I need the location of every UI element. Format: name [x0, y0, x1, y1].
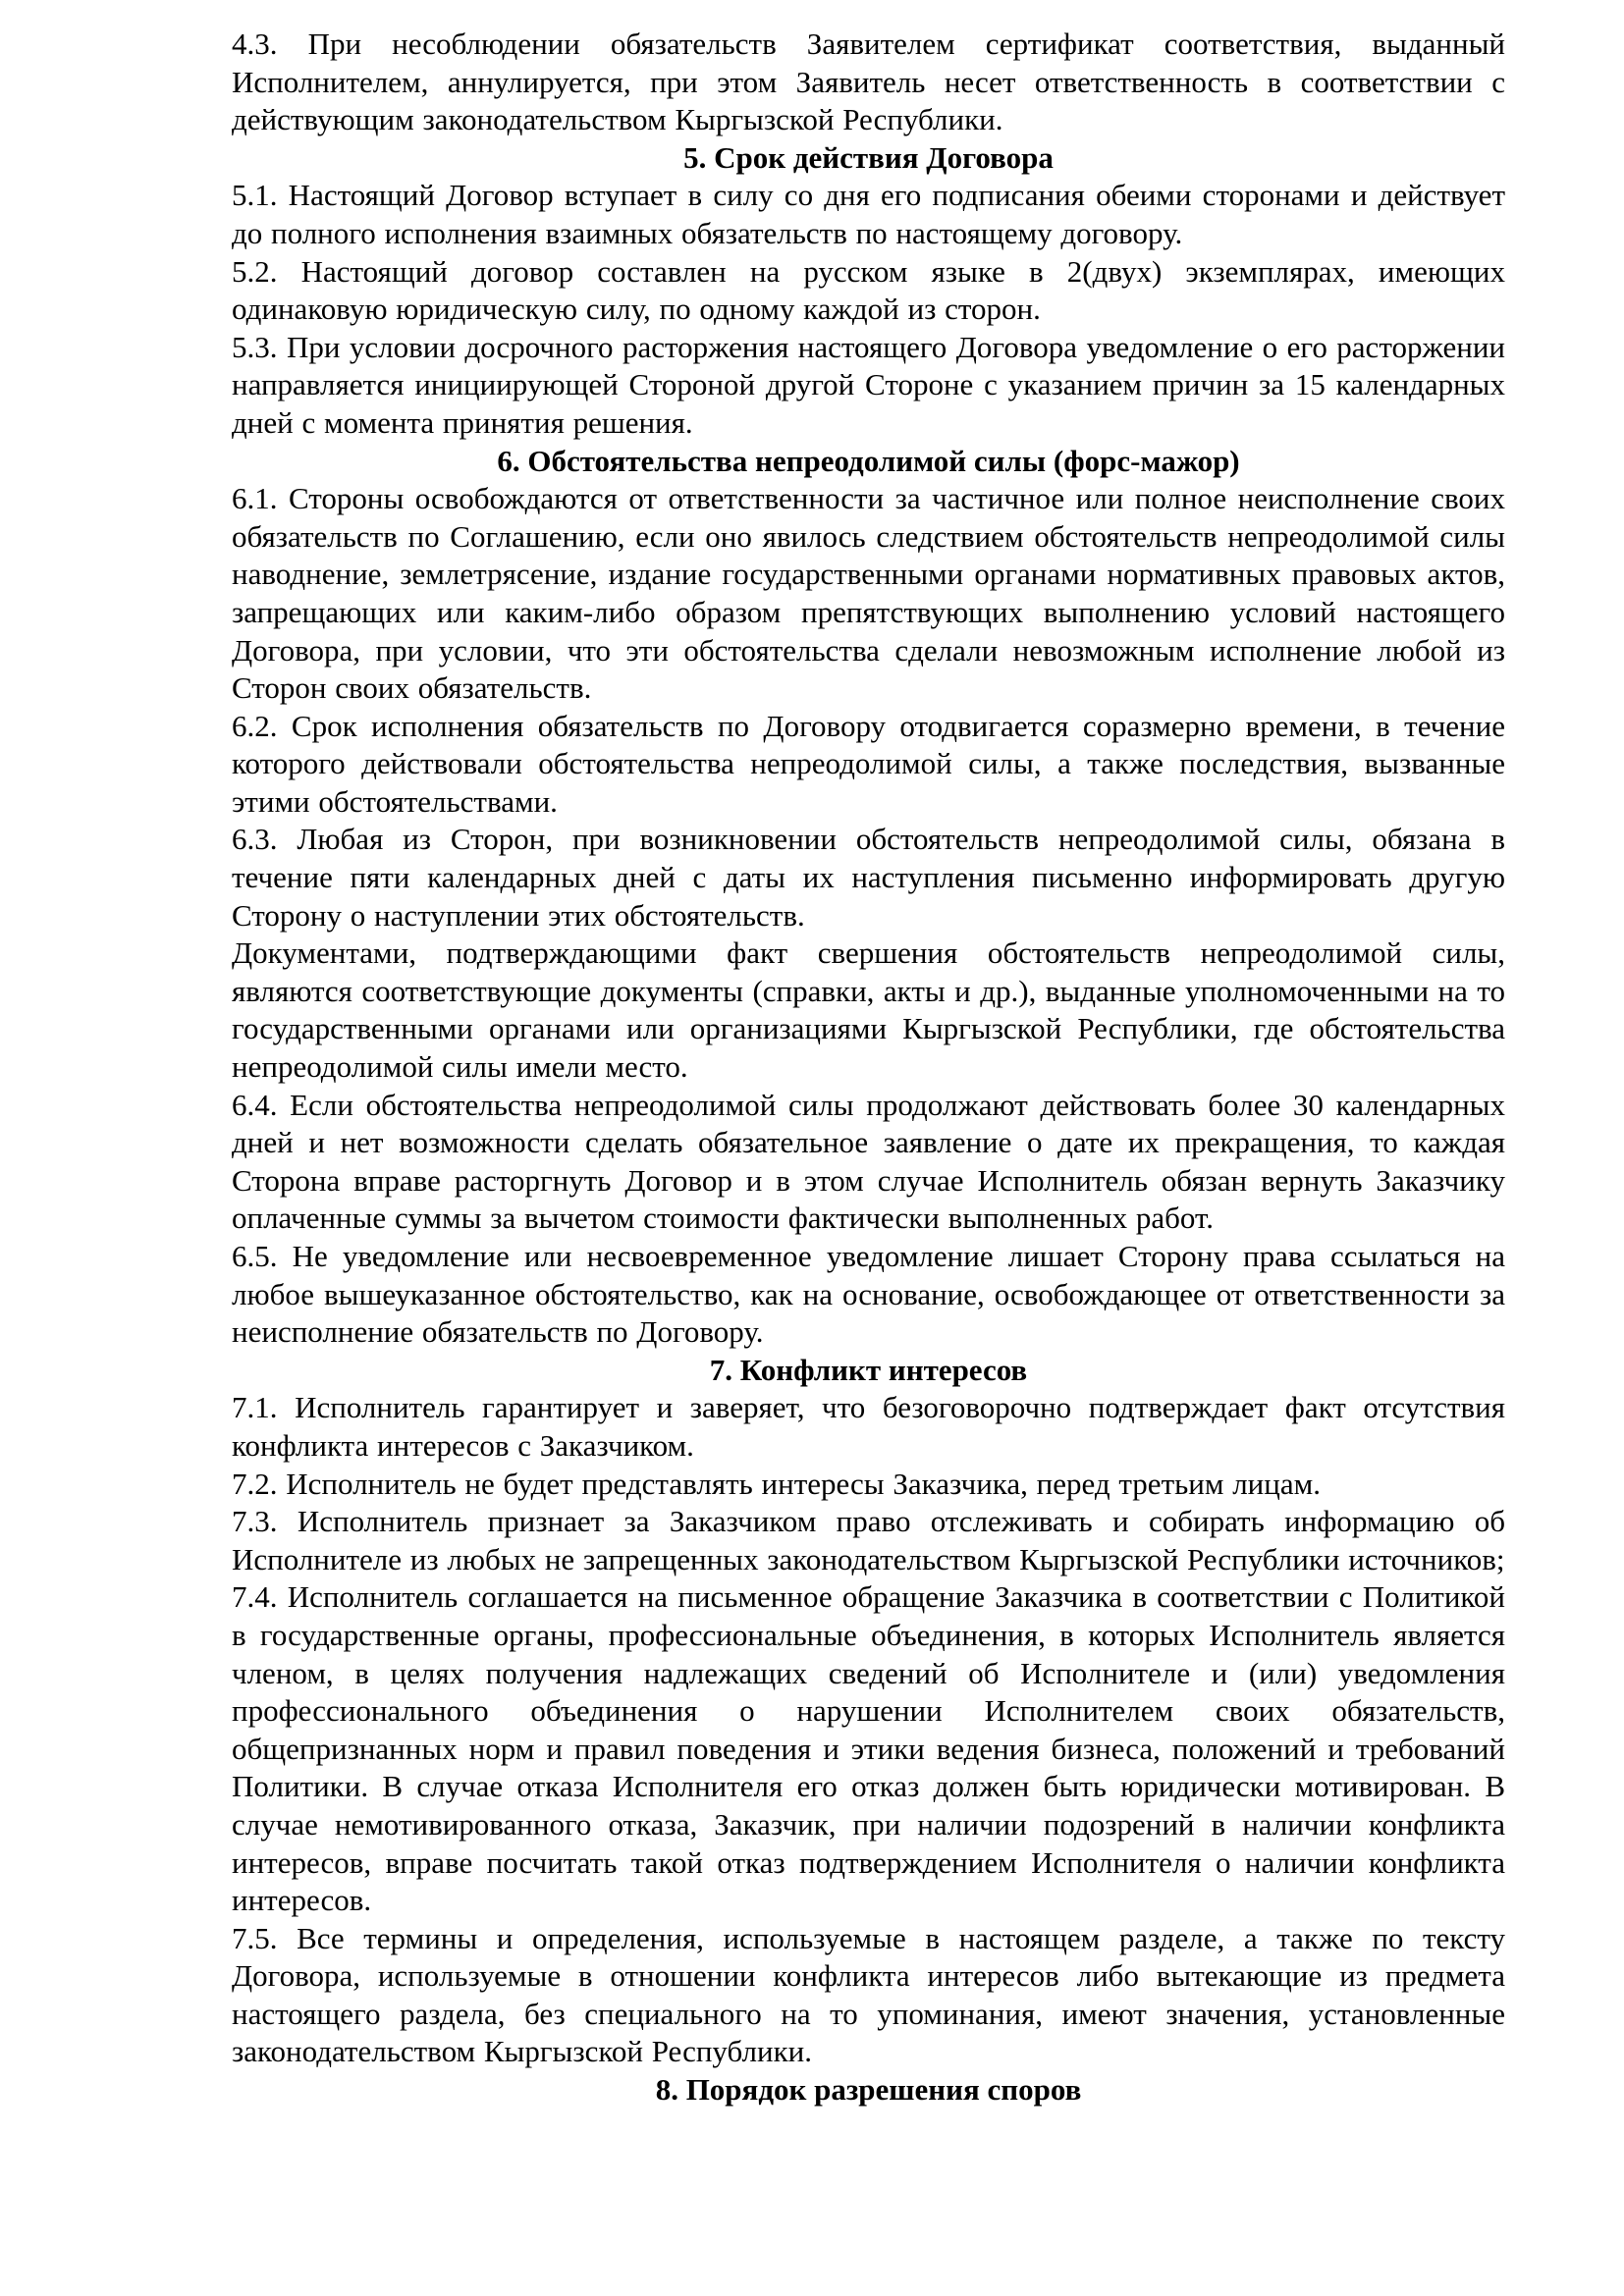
clause-6-3: 6.3. Любая из Сторон, при возникновении обстоятельств непреодолимой силы, обязана в течение пяти календарных дней с даты их наступления письменно информировать другую Сторону о наступлении этих обстоятельств. — [232, 822, 1505, 933]
clause-7-5: 7.5. Все термины и определения, используемые в настоящем разделе, а также по тексту Договора, используемые в отношении конфликта интересов либо вытекающие из предмета настоящего раздела, без специального на то упоминания, имеют значения, установленные законодательством Кыргызской Республики. — [232, 1920, 1505, 2069]
clause-7-1: 7.1. Исполнитель гарантирует и заверяет, что безоговорочно подтверждает факт отсутствия конфликта интересов с Заказчиком. — [232, 1390, 1505, 1463]
section-8-heading: 8. Порядок разрешения споров — [655, 2072, 1082, 2108]
section-7-heading: 7. Конфликт интересов — [709, 1352, 1028, 1387]
clause-7-3: 7.3. Исполнитель признает за Заказчиком право отслеживать и собирать информацию об Исполнителе из любых не запрещенных законодательством Кыргызской Республики источников; — [232, 1504, 1505, 1576]
section-5-heading: 5. Срок действия Договора — [683, 139, 1054, 175]
clause-5-3: 5.3. При условии досрочного расторжения настоящего Договора уведомление о его расторжении направляется инициирующей Стороной другой Стороне с указанием причин за 15 календарных дней с момента принятия решения. — [232, 329, 1505, 440]
clause-6-4: 6.4. Если обстоятельства непреодолимой силы продолжают действовать более 30 календарных дней и нет возможности сделать обязательное заявление о дате их прекращения, то каждая Сторона вправе расторгнуть Договор и в этом случае Исполнитель обязан вернуть Заказчику оплаченные суммы за вычетом стоимости фактически выполненных работ. — [232, 1087, 1505, 1236]
clause-6-2: 6.2. Срок исполнения обязательств по Договору отодвигается соразмерно времени, в течение которого действовали обстоятельства непреодолимой силы, а также последствия, вызванные этими обстоятельствами. — [232, 708, 1505, 819]
clause-6-5: 6.5. Не уведомление или несвоевременное уведомление лишает Сторону права ссылаться на любое вышеуказанное обстоятельство, как на основание, освобождающее от ответственности за неисполнение обязательств по Договору. — [232, 1239, 1505, 1350]
clause-5-1: 5.1. Настоящий Договор вступает в силу со дня его подписания обеими сторонами и действует до полного исполнения взаимных обязательств по настоящему договору. — [232, 178, 1505, 250]
clause-6-3-documents: Документами, подтверждающими факт свершения обстоятельств непреодолимой силы, являются соответствующие документы (справки, акты и др.), выданные уполномоченными на то государственными органами или организациями Кыргызской Республики, где обстоятельства непреодолимой силы имели место. — [232, 935, 1505, 1085]
clause-7-4: 7.4. Исполнитель соглашается на письменное обращение Заказчика в соответствии с Политикой в государственные органы, профессиональные объединения, в которых Исполнитель является членом, в целях получения надлежащих сведений об Исполнителе и (или) уведомления профессионального объединения о нарушении Исполнителем своих обязательств, общепризнанных норм и правил поведения и этики ведения бизнеса, положений и требований Политики. В случае отказа Исполнителя его отказ должен быть юридически мотивирован. В случае немотивированного отказа, Заказчик, при наличии подозрений в наличии конфликта интересов, вправе посчитать такой отказ подтверждением Исполнителя о наличии конфликта интересов. — [232, 1579, 1505, 1918]
clause-5-2: 5.2. Настоящий договор составлен на русском языке в 2(двух) экземплярах, имеющих одинаковую юридическую силу, по одному каждой из сторон. — [232, 253, 1505, 327]
section-6-heading: 6. Обстоятельства непреодолимой силы (форс-мажор) — [497, 443, 1240, 478]
clause-4-3: 4.3. При несоблюдении обязательств Заявителем сертификат соответствия, выданный Исполнителем, аннулируется, при этом Заявитель несет ответственность в соответствии с действующим законодательством Кыргызской Республики. — [232, 27, 1505, 137]
clause-6-1: 6.1. Стороны освобождаются от ответственности за частичное или полное неисполнение своих обязательств по Соглашению, если оно явилось следствием обстоятельств непреодолимой силы наводнение, землетрясение, издание государственными органами нормативных правовых актов, запрещающих или каким-либо образом препятствующих выполнению условий настоящего Договора, при условии, что эти обстоятельства сделали невозможным исполнение любой из Сторон своих обязательств. — [232, 481, 1505, 706]
clause-7-2: 7.2. Исполнитель не будет представлять интересы Заказчика, перед третьим лицам. — [232, 1466, 1321, 1501]
